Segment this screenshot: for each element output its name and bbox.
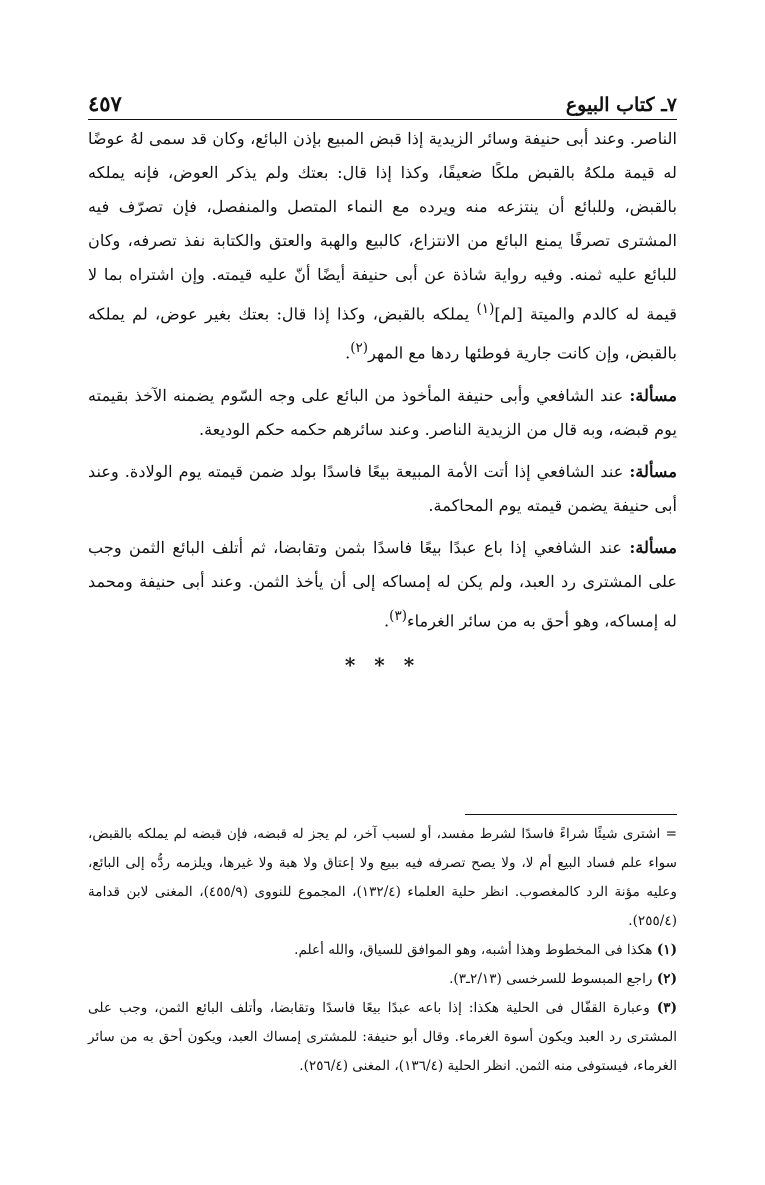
section-separator: * * * [344, 653, 421, 678]
footnote-1 [88, 936, 677, 965]
footnote-1-number: (١) [656, 942, 677, 958]
footnote-ref-1: (١) [476, 301, 495, 317]
page-number: ٤٥٧ [88, 91, 122, 116]
main-text [88, 122, 677, 682]
running-header [88, 84, 677, 120]
masala-label: مسألة: [629, 385, 677, 405]
footnote-2 [88, 965, 677, 994]
footnote-2-text: راجع المبسوط للسرخسى (٢/١٣ـ٣). [449, 971, 657, 987]
footnote-3 [88, 994, 677, 1081]
masala-3-close: . [384, 611, 390, 631]
masala-3 [88, 531, 677, 638]
footnote-continuation: = اشترى شيئًا شراءً فاسدًا لشرط مفسد، أو لسبب آخر، لم يجز له قبضه، فإن قبضه لم يملكه بالقبض، سواء علم فساد البيع أم لا، ولا يصح تصرفه فيه ببيع ولا إعتاق ولا هبة ولا غيرها، ويلزمه ردُّه إلى البائع، وعليه مؤنة الرد كالمغصوب. انظر حلية العلماء (١٣٢/٤)، المجموع للنووى (٤٥٥/٩)، المغنى لابن قدامة (٢٥٥/٤). [88, 826, 677, 929]
footnote-2-number: (٢) [656, 971, 677, 987]
masala-2-text: عند الشافعي إذا أتت الأمة المبيعة بيعًا فاسدًا بولد ضمن قيمته يوم الولادة. وعند أبى حنيفة يضمن قيمته يوم المحاكمة. [88, 461, 677, 515]
chapter-title: ٧ـ كتاب البيوع [565, 94, 677, 116]
footnote-3-text: وعبارة القفّال فى الحلية هكذا: إذا باعه عبدًا بيعًا فاسدًا وتقابضا، وأتلف البائع الثمن، وجب على المشترى رد العبد ويكون أسوة الغرماء. وقال أبو حنيفة: للمشترى إمساك العبد، ويكون أحق به من سائر الغرماء، فيستوفى منه الثمن. انظر الحلية (١٣٦/٤)، المغنى (٢٥٦/٤). [88, 1000, 677, 1074]
masala-1 [88, 379, 677, 447]
masala-label: مسألة: [629, 461, 677, 481]
masala-2 [88, 455, 677, 523]
footnotes [88, 820, 677, 1081]
footnote-1-text: هكذا فى المخطوط وهذا أشبه، وهو الموافق للسياق، والله أعلم. [294, 942, 657, 958]
footnote-divider [465, 814, 677, 815]
masala-1-text: عند الشافعي وأبى حنيفة المأخوذ من البائع على وجه السّوم يضمنه الآخذ بقيمته يوم قبضه، وبه قال من الزيدية الناصر. وعند سائرهم حكمه حكم الوديعة. [88, 385, 677, 439]
masala-3-text: عند الشافعي إذا باع عبدًا بيعًا فاسدًا بثمن وتقابضا، ثم أتلف البائع الثمن وجب على المشترى رد العبد، ولم يكن له إمساكه إلى أن يأخذ الثمن. وعند أبى حنيفة ومحمد له إمساكه، وهو أحق به من سائر الغرماء [88, 537, 677, 631]
paragraph-1 [88, 122, 677, 371]
paragraph-1-close: . [345, 343, 351, 363]
masala-label: مسألة: [629, 537, 677, 557]
paragraph-1-text: الناصر. وعند أبى حنيفة وسائر الزيدية إذا قبض المبيع بإذن البائع، وكان قد سمى لهُ عوضًا له قيمة ملكهُ بالقبض ملكًا ضعيفًا، وكذا إذا قال: بعتك ولم يذكر العوض، فإنه يملكه بالقبض، وللبائع أن ينتزعه منه ويرده مع النماء المتصل والمنفصل، فإن تصرّف فيه المشترى تصرفًا يمنع البائع من الانتزاع، كالبيع والهبة والعتق والكتابة نفذ تصرفه، وكان للبائع عليه ثمنه. وفيه رواية شاذة عن أبى حنيفة أيضًا أنّ عليه قيمته. وإن اشتراه بما لا قيمة له كالدم والميتة [لم] [88, 129, 677, 324]
paragraph-1-text-cont: يملكه بالقبض، وكذا إذا قال: بعتك بغير عوض، لم يملكه بالقبض، وإن كانت جارية فوطئها ردها مع المهر [88, 304, 677, 363]
footnote-ref-3: (٣) [389, 607, 407, 624]
footnote-ref-2: (٢) [350, 340, 369, 357]
footnote-3-number: (٣) [656, 1000, 677, 1016]
